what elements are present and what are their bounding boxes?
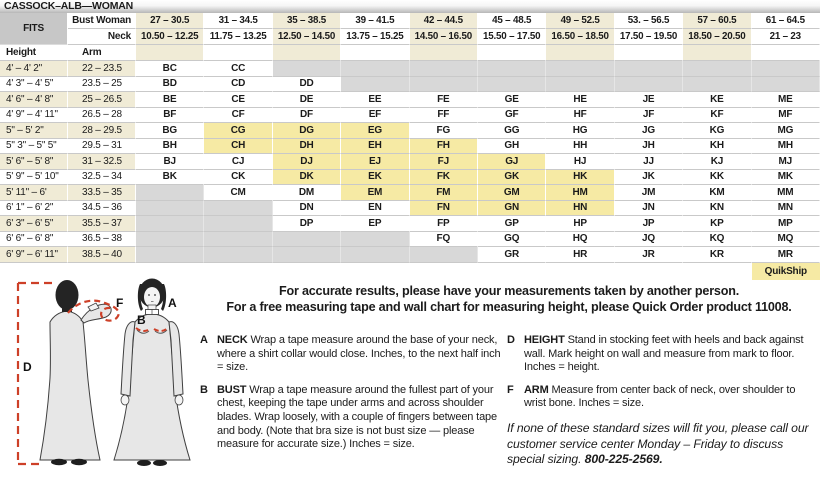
size-cell-na [752, 61, 820, 77]
size-cell: MP [752, 216, 820, 232]
size-cell: BE [136, 92, 204, 108]
size-cell: DJ [273, 154, 341, 170]
arm-cell: 25 – 26.5 [68, 92, 136, 108]
size-cell: KF [683, 108, 751, 124]
size-cell-na [273, 232, 341, 248]
size-cell-na [546, 77, 614, 93]
size-cell: DG [273, 123, 341, 139]
figure-label-height: D [23, 360, 32, 374]
height-cell: 4' 3" – 4' 5" [0, 77, 68, 93]
size-cell: BH [136, 139, 204, 155]
neck-range-header: 10.50 – 12.25 [136, 29, 204, 45]
bust-range-header: 31 – 34.5 [204, 13, 272, 29]
size-cell: HE [546, 92, 614, 108]
size-cell: CM [204, 185, 272, 201]
subheader-cell [478, 45, 546, 61]
height-cell: 5' 6" – 5' 8" [0, 154, 68, 170]
arm-cell: 23.5 – 25 [68, 77, 136, 93]
neck-range-header: 14.50 – 16.50 [410, 29, 478, 45]
size-cell: DK [273, 170, 341, 186]
arm-cell: 34.5 – 36 [68, 201, 136, 217]
size-cell: HK [546, 170, 614, 186]
size-cell: JM [615, 185, 683, 201]
size-cell: JK [615, 170, 683, 186]
arm-cell: 31 – 32.5 [68, 154, 136, 170]
subheader-cell [546, 45, 614, 61]
arm-col-label: Arm [68, 45, 136, 61]
instruction-letter: F [507, 383, 514, 396]
instruction-letter: D [507, 334, 515, 346]
size-cell: HQ [546, 232, 614, 248]
arm-cell: 36.5 – 38 [68, 232, 136, 248]
special-sizing-note [507, 421, 820, 468]
size-cell: HR [546, 247, 614, 263]
size-cell: BD [136, 77, 204, 93]
size-cell: JF [615, 108, 683, 124]
height-cell: 6' 1" – 6' 2" [0, 201, 68, 217]
size-cell: DN [273, 201, 341, 217]
subheader-cell [410, 45, 478, 61]
size-cell: FJ [410, 154, 478, 170]
size-cell: DE [273, 92, 341, 108]
size-cell: KP [683, 216, 751, 232]
size-cell-na [752, 77, 820, 93]
instruction-text: Stand in stocking feet with heels and back against wall. Mark height on wall and measure from mark to floor. Inches = height. [524, 334, 804, 374]
size-cell: FP [410, 216, 478, 232]
size-cell: CG [204, 123, 272, 139]
size-cell: JJ [615, 154, 683, 170]
size-cell: GG [478, 123, 546, 139]
quikship-badge: QuikShip [752, 263, 820, 280]
measurement-figure-drawing [2, 278, 196, 480]
size-cell: GP [478, 216, 546, 232]
advice-line-2: For a free measuring tape and wall chart for measuring height, please Quick Order product 11008. [226, 300, 792, 314]
size-cell-na [273, 61, 341, 77]
subheader-cell [136, 45, 204, 61]
size-cell: EH [341, 139, 409, 155]
size-cell: FG [410, 123, 478, 139]
size-cell: BK [136, 170, 204, 186]
size-cell: EF [341, 108, 409, 124]
size-cell: MN [752, 201, 820, 217]
neck-range-header: 15.50 – 17.50 [478, 29, 546, 45]
size-cell: BJ [136, 154, 204, 170]
subheader-cell [615, 45, 683, 61]
size-cell: HJ [546, 154, 614, 170]
instruction-letter: B [200, 383, 208, 396]
size-cell: KK [683, 170, 751, 186]
neck-range-header: 12.50 – 14.50 [273, 29, 341, 45]
neck-range-header: 21 – 23 [752, 29, 820, 45]
instruction-arm [507, 384, 820, 411]
size-cell: MF [752, 108, 820, 124]
figure-front-view [114, 279, 190, 467]
arm-cell: 33.5 – 35 [68, 185, 136, 201]
size-cell-na [204, 216, 272, 232]
size-cell: KH [683, 139, 751, 155]
instruction-term: ARM [524, 383, 552, 396]
size-cell: MG [752, 123, 820, 139]
instruction-text: Wrap a tape measure around the fullest part of your chest, keeping the tape under arms and across shoulder blades. Wrap loosely, with a couple of fingers between tape and body. (Note that bra size is not bust size — please measure for accurate size.) Inches = size. [217, 383, 497, 451]
size-cell-na [615, 61, 683, 77]
size-cell: HP [546, 216, 614, 232]
size-cell: MQ [752, 232, 820, 248]
measurement-advice [198, 283, 820, 315]
size-cell: DM [273, 185, 341, 201]
figure-label-arm: F [116, 296, 124, 310]
height-col-label: Height [0, 45, 68, 61]
size-cell-na [341, 61, 409, 77]
size-cell: GK [478, 170, 546, 186]
bust-row-label: Bust Woman [68, 13, 136, 29]
size-cell-na [136, 216, 204, 232]
instruction-letter: A [200, 334, 208, 346]
bust-range-header: 45 – 48.5 [478, 13, 546, 29]
size-cell: GE [478, 92, 546, 108]
height-cell: 5" 3" – 5" 5" [0, 139, 68, 155]
size-cell: GM [478, 185, 546, 201]
size-cell: FE [410, 92, 478, 108]
arm-cell: 32.5 – 34 [68, 170, 136, 186]
size-cell-na [478, 77, 546, 93]
size-cell: EK [341, 170, 409, 186]
bust-range-header: 57 – 60.5 [683, 13, 751, 29]
height-cell: 4' 6" – 4' 8" [0, 92, 68, 108]
size-cell: HG [546, 123, 614, 139]
special-sizing-text: If none of these standard sizes will fit you, please call our customer service center Monday – Friday to discuss special sizing. [507, 421, 809, 466]
size-cell: FQ [410, 232, 478, 248]
instruction-term: BUST [217, 383, 250, 396]
bust-range-header: 61 – 64.5 [752, 13, 820, 29]
subheader-cell [752, 45, 820, 61]
size-cell: FN [410, 201, 478, 217]
subheader-cell [204, 45, 272, 61]
height-cell: 5' 9" – 5' 10" [0, 170, 68, 186]
height-cell: 5" – 5' 2" [0, 123, 68, 139]
instruction-text: Wrap a tape measure around the base of your neck, where a shirt collar would close. Inches, to the next half inch = size. [217, 334, 501, 374]
size-cell: GN [478, 201, 546, 217]
subheader-cell [341, 45, 409, 61]
size-cell: FK [410, 170, 478, 186]
bust-range-header: 42 – 44.5 [410, 13, 478, 29]
advice-line-1: For accurate results, please have your measurements taken by another person. [278, 284, 740, 298]
size-cell: EN [341, 201, 409, 217]
size-cell-na [136, 201, 204, 217]
size-cell: HH [546, 139, 614, 155]
size-cell: ME [752, 92, 820, 108]
height-cell: 6' 6" – 6' 8" [0, 232, 68, 248]
instruction-term: HEIGHT [524, 334, 568, 346]
bust-range-header: 53. – 56.5 [615, 13, 683, 29]
arm-cell: 22 – 23.5 [68, 61, 136, 77]
figure-label-bust: B [137, 313, 146, 327]
size-cell: EE [341, 92, 409, 108]
neck-range-header: 13.75 – 15.25 [341, 29, 409, 45]
bust-range-header: 27 – 30.5 [136, 13, 204, 29]
arm-cell: 29.5 – 31 [68, 139, 136, 155]
size-cell: GF [478, 108, 546, 124]
size-cell: CE [204, 92, 272, 108]
size-cell: CD [204, 77, 272, 93]
size-cell: BG [136, 123, 204, 139]
instruction-text: Measure from center back of neck, over shoulder to wrist bone. Inches = size. [524, 383, 796, 410]
size-cell: KM [683, 185, 751, 201]
size-cell: CC [204, 61, 272, 77]
size-cell: MM [752, 185, 820, 201]
size-cell: EM [341, 185, 409, 201]
arm-cell: 38.5 – 40 [68, 247, 136, 263]
size-cell: CH [204, 139, 272, 155]
figure-label-neck: A [168, 296, 177, 310]
height-cell: 4' – 4' 2" [0, 61, 68, 77]
instruction-term: NECK [217, 334, 251, 346]
height-cell: 5' 11" – 6' [0, 185, 68, 201]
size-cell-na [410, 247, 478, 263]
neck-range-header: 18.50 – 20.50 [683, 29, 751, 45]
size-cell: MR [752, 247, 820, 263]
size-cell-na [204, 247, 272, 263]
size-cell: HF [546, 108, 614, 124]
size-cell-na [410, 61, 478, 77]
size-cell-na [341, 77, 409, 93]
size-cell: KQ [683, 232, 751, 248]
chart-title-bar [0, 0, 820, 13]
size-cell: JH [615, 139, 683, 155]
size-cell-na [615, 77, 683, 93]
size-cell: JR [615, 247, 683, 263]
size-cell: KE [683, 92, 751, 108]
size-cell: FF [410, 108, 478, 124]
neck-range-header: 11.75 – 13.25 [204, 29, 272, 45]
bust-range-header: 39 – 41.5 [341, 13, 409, 29]
size-cell-na [546, 61, 614, 77]
size-cell-na [204, 232, 272, 248]
height-cell: 6' 3" – 6' 5" [0, 216, 68, 232]
size-cell-na [341, 232, 409, 248]
size-cell: GH [478, 139, 546, 155]
page-title: CASSOCK–ALB—WOMAN [4, 0, 134, 12]
bust-range-header: 35 – 38.5 [273, 13, 341, 29]
instructions-right [507, 334, 820, 420]
size-cell-na [478, 61, 546, 77]
size-cell: KR [683, 247, 751, 263]
size-cell: DP [273, 216, 341, 232]
size-table [0, 13, 820, 280]
arm-cell: 26.5 – 28 [68, 108, 136, 124]
size-cell: KJ [683, 154, 751, 170]
instruction-bust [200, 384, 502, 452]
size-cell-na [204, 201, 272, 217]
instruction-height [507, 334, 820, 375]
size-cell: EG [341, 123, 409, 139]
size-cell-na [341, 247, 409, 263]
instructions-left [200, 334, 502, 461]
size-cell: MJ [752, 154, 820, 170]
size-cell: HN [546, 201, 614, 217]
size-cell: MH [752, 139, 820, 155]
size-cell: KN [683, 201, 751, 217]
size-cell: DF [273, 108, 341, 124]
size-cell-na [410, 77, 478, 93]
size-cell: CK [204, 170, 272, 186]
size-cell: GR [478, 247, 546, 263]
neck-range-header: 16.50 – 18.50 [546, 29, 614, 45]
size-cell: EP [341, 216, 409, 232]
size-cell-na [683, 77, 751, 93]
size-cell: JN [615, 201, 683, 217]
size-cell: DH [273, 139, 341, 155]
size-cell-na [683, 61, 751, 77]
size-cell: FM [410, 185, 478, 201]
bust-range-header: 49 – 52.5 [546, 13, 614, 29]
arm-cell: 28 – 29.5 [68, 123, 136, 139]
size-cell-na [273, 247, 341, 263]
size-cell: CF [204, 108, 272, 124]
size-cell-na [136, 232, 204, 248]
fits-header: FITS [0, 13, 68, 45]
size-cell: BF [136, 108, 204, 124]
instruction-neck [200, 334, 502, 375]
subheader-cell [683, 45, 751, 61]
size-cell: EJ [341, 154, 409, 170]
size-cell: FH [410, 139, 478, 155]
arm-cell: 35.5 – 37 [68, 216, 136, 232]
height-cell: 6' 9" – 6' 11" [0, 247, 68, 263]
neck-row-label: Neck [68, 29, 136, 45]
size-cell: DD [273, 77, 341, 93]
height-cell: 4' 9" – 4' 11" [0, 108, 68, 124]
size-cell: KG [683, 123, 751, 139]
size-cell: JE [615, 92, 683, 108]
size-cell-na [136, 247, 204, 263]
size-cell: JP [615, 216, 683, 232]
size-cell-na [136, 185, 204, 201]
customer-service-phone: 800-225-2569. [584, 452, 663, 466]
figure-back-view [40, 280, 111, 465]
size-cell: GJ [478, 154, 546, 170]
subheader-cell [273, 45, 341, 61]
size-cell: HM [546, 185, 614, 201]
size-cell: JG [615, 123, 683, 139]
neck-range-header: 17.50 – 19.50 [615, 29, 683, 45]
size-cell: CJ [204, 154, 272, 170]
size-cell: MK [752, 170, 820, 186]
size-cell: JQ [615, 232, 683, 248]
size-cell: BC [136, 61, 204, 77]
size-cell: GQ [478, 232, 546, 248]
measurement-figure [2, 278, 196, 480]
